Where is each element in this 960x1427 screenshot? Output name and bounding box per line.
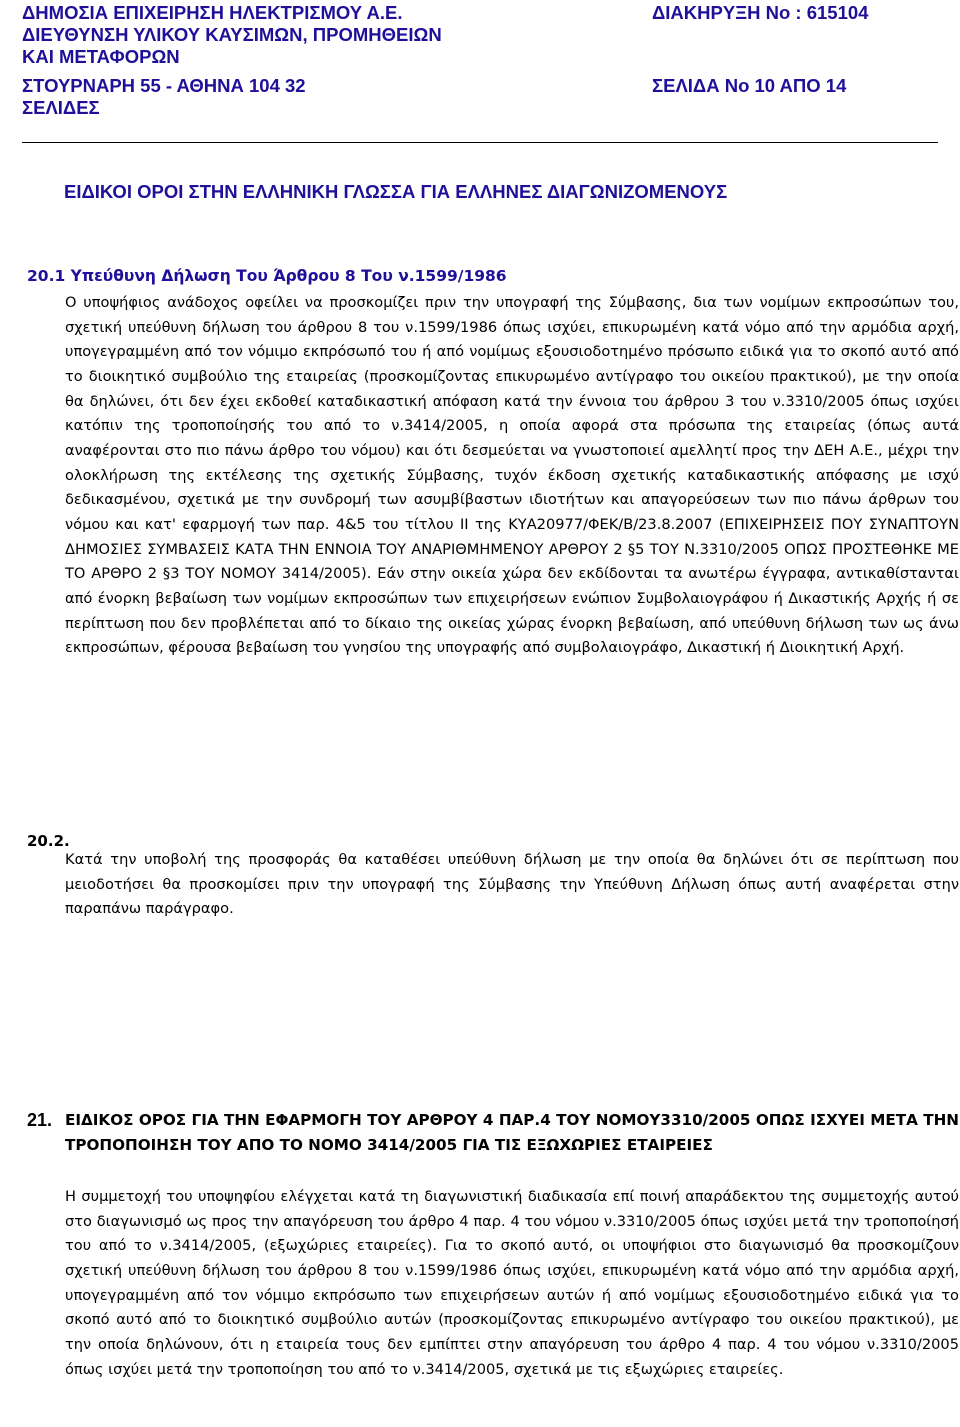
header-line-5: ΣΕΛΙΔΕΣ (22, 97, 100, 118)
company-name: ΔΗΜΟΣΙΑ ΕΠΙΧΕΙΡΗΣΗ ΗΛΕΚΤΡΙΣΜΟΥ Α.Ε. (22, 2, 403, 23)
address: ΣΤΟΥΡΝΑΡΗ 55 - ΑΘΗΝΑ 104 32 (22, 75, 306, 96)
section-20-2-text: Κατά την υποβολή της προσφοράς θα καταθέσει υπεύθυνη δήλωση με την οποία θα δηλώνει ότι σε περίπτωση που μειοδοτήσει θα προσκομίσει πριν την υπογραφή της Σύμβασης την Υπεύθυνη Δήλωση όπως αυτή αναφέρεται στην παραπάνω παράγραφο. (65, 851, 959, 918)
page-number: ΣΕΛΙΔΑ Νο 10 ΑΠΟ 14 (652, 75, 847, 96)
section-21-title: ΕΙΔΙΚΟΣ ΟΡΟΣ ΓΙΑ ΤΗΝ ΕΦΑΡΜΟΓΗ ΤΟΥ ΑΡΘΡΟΥ 4 ΠΑΡ.4 ΤΟΥ ΝΟΜΟΥ3310/2005 ΟΠΩΣ ΙΣΧΥΕΙ ΜΕΤΑ ΤΗΝ ΤΡΟΠΟΠΟΙΗΣΗ ΤΟΥ ΑΠΟ ΤΟ ΝΟΜΟ 3414/2005 ΓΙΑ ΤΙΣ ΕΞΩΧΩΡΙΕΣ ΕΤΑΙΡΕΙΕΣ (65, 1111, 959, 1154)
section-21-text: Η συμμετοχή του υποψηφίου ελέγχεται κατά τη διαγωνιστική διαδικασία επί ποινή απαράδεκτου της συμμετοχής αυτού στο διαγωνισμό ως προς την απαγόρευση του άρθρο 4 παρ. 4 του νόμου ν.3310/2005 όπως ισχύει μετά την τροποποίησή του από το ν.3414/2005, (εξωχώριες εταιρείες). Για το σκοπό αυτό, οι υποψήφιοι στο διαγωνισμό θα προσκομίζουν σχετική υπεύθυνη δήλωση του άρθρου 8 του ν.1599/1986 όπως ισχύει, επικυρωμένη κατά νόμο από την αρμόδια αρχή, υπογεγραμμένη από τον νόμιμο εκπρόσωπο των επιχειρήσεων αυτών ή από νομίμως εξουσιοδοτημένο ειδικά για το σκοπό αυτό από το διοικητικό συμβούλιο αυτών (προσκομίζοντας επικυρωμένο αντίγραφο του οικείου πρακτικού), με την οποία δηλώνουν, ότι η εταιρεία τους δεν εμπίπτει στην απαγόρευση του άρθρο 4 παρ. 4 του νόμου ν.3310/2005 όπως ισχύει μετά την τροποποίηση του από το ν.3414/2005, σχετικά με τις εξωχώριες εταιρείες. (65, 1188, 959, 1378)
document-subtitle: ΕΙΔΙΚΟΙ ΟΡΟΙ ΣΤΗΝ ΕΛΛΗΝΙΚΗ ΓΛΩΣΣΑ ΓΙΑ ΕΛΛΗΝΕΣ ΔΙΑΓΩΝΙΖΟΜΕΝΟΥΣ (64, 181, 728, 202)
header-line-4 (22, 75, 942, 97)
tender-number: ΔΙΑΚΗΡΥΞΗ Νο : 615104 (652, 2, 869, 23)
header-line-3: ΚΑΙ ΜΕΤΑΦΟΡΩΝ (22, 46, 180, 67)
section-20-1-title: 20.1 Υπεύθυνη Δήλωση Του Άρθρου 8 Του ν.1599/1986 (27, 267, 507, 285)
section-21-number: 21. (27, 1110, 53, 1130)
header-divider (22, 142, 938, 143)
header-line-1 (22, 2, 942, 24)
section-20-1-text: Ο υποψήφιος ανάδοχος οφείλει να προσκομίζει πριν την υπογραφή της Σύμβασης, δια των νομίμων εκπροσώπων του, σχετική υπεύθυνη δήλωση του άρθρου 8 του ν.1599/1986 όπως ισχύει, επικυρωμένη κατά νόμο από την αρμόδια αρχή, υπογεγραμμένη από τον νόμιμο εκπρόσωπό του ή από νομίμως εξουσιοδοτημένο πρόσωπο ειδικά για το σκοπό αυτό από το διοικητικό συμβούλιο της εταιρείας (προσκομίζοντας επικυρωμένο αντίγραφο του οικείου πρακτικού), με την οποία θα δηλώνει, ότι δεν έχει εκδοθεί καταδικαστική απόφαση κατά την έννοια του άρθρου 3 του ν.3310/2005 όπως ισχύει κατόπιν της τροποποίησής του από το ν.3414/2005, η οποία αφορά στα πρόσωπα της εταιρείας (όπως αυτά αναφέρονται στο πιο πάνω άρθρο του νόμου) και ότι δεσμεύεται να γνωστοποιεί αμελλητί προς την ΔΕΗ Α.Ε., μέχρι την ολοκλήρωση της εκτέλεσης της σχετικής Σύμβασης, τυχόν έκδοση σχετικής καταδικαστικής απόφασης με ισχύ δεδικασμένου, σχετικά με την συνδρομή των ασυμβίβαστων ιδιοτήτων και απαγορεύσεων των πιο πάνω άρθρων του νόμου και κατ' εφαρμογή των παρ. 4&5 του τίτλου ΙΙ της ΚΥΑ20977/ΦΕΚ/Β/23.8.2007 (ΕΠΙΧΕΙΡΗΣΕΙΣ ΠΟΥ ΣΥΝΑΠΤΟΥΝ ΔΗΜΟΣΙΕΣ ΣΥΜΒΑΣΕΙΣ ΚΑΤΑ ΤΗΝ ΕΝΝΟΙΑ ΤΟΥ ΑΝΑΡΙΘΜΗΜΕΝΟΥ ΑΡΘΡΟΥ 2 §5 ΤΟΥ Ν.3310/2005 ΟΠΩΣ ΠΡΟΣΤΕΘΗΚΕ ΜΕ ΤΟ ΑΡΘΡΟ 2 §3 ΤΟΥ ΝΟΜΟΥ 3414/2005). Εάν στην οικεία χώρα δεν εκδίδονται τα ανωτέρω έγγραφα, αντικαθίστανται από ένορκη βεβαίωση των νομίμων εκπροσώπων των επιχειρήσεων ενώπιον Συμβολαιογράφου ή Δικαστικής Αρχής ή σε περίπτωση που δεν προβλέπεται από το δίκαιο της οικείας χώρας ένορκη βεβαίωση, από υπεύθυνη δήλωση των ως άνω εκπροσώπων, φέρουσα βεβαίωση του γνησίου της υπογραφής από συμβολαιογράφο, Δικαστική ή Διοικητική Αρχή. (65, 294, 959, 657)
section-21-body (65, 1185, 959, 1382)
section-20-2-number: 20.2. (27, 832, 70, 850)
section-20-2-body (65, 848, 959, 922)
section-20-1-body (65, 291, 959, 661)
header-line-2: ΔΙΕΥΘΥΝΣΗ ΥΛΙΚΟΥ ΚΑΥΣΙΜΩΝ, ΠΡΟΜΗΘΕΙΩΝ (22, 24, 442, 45)
